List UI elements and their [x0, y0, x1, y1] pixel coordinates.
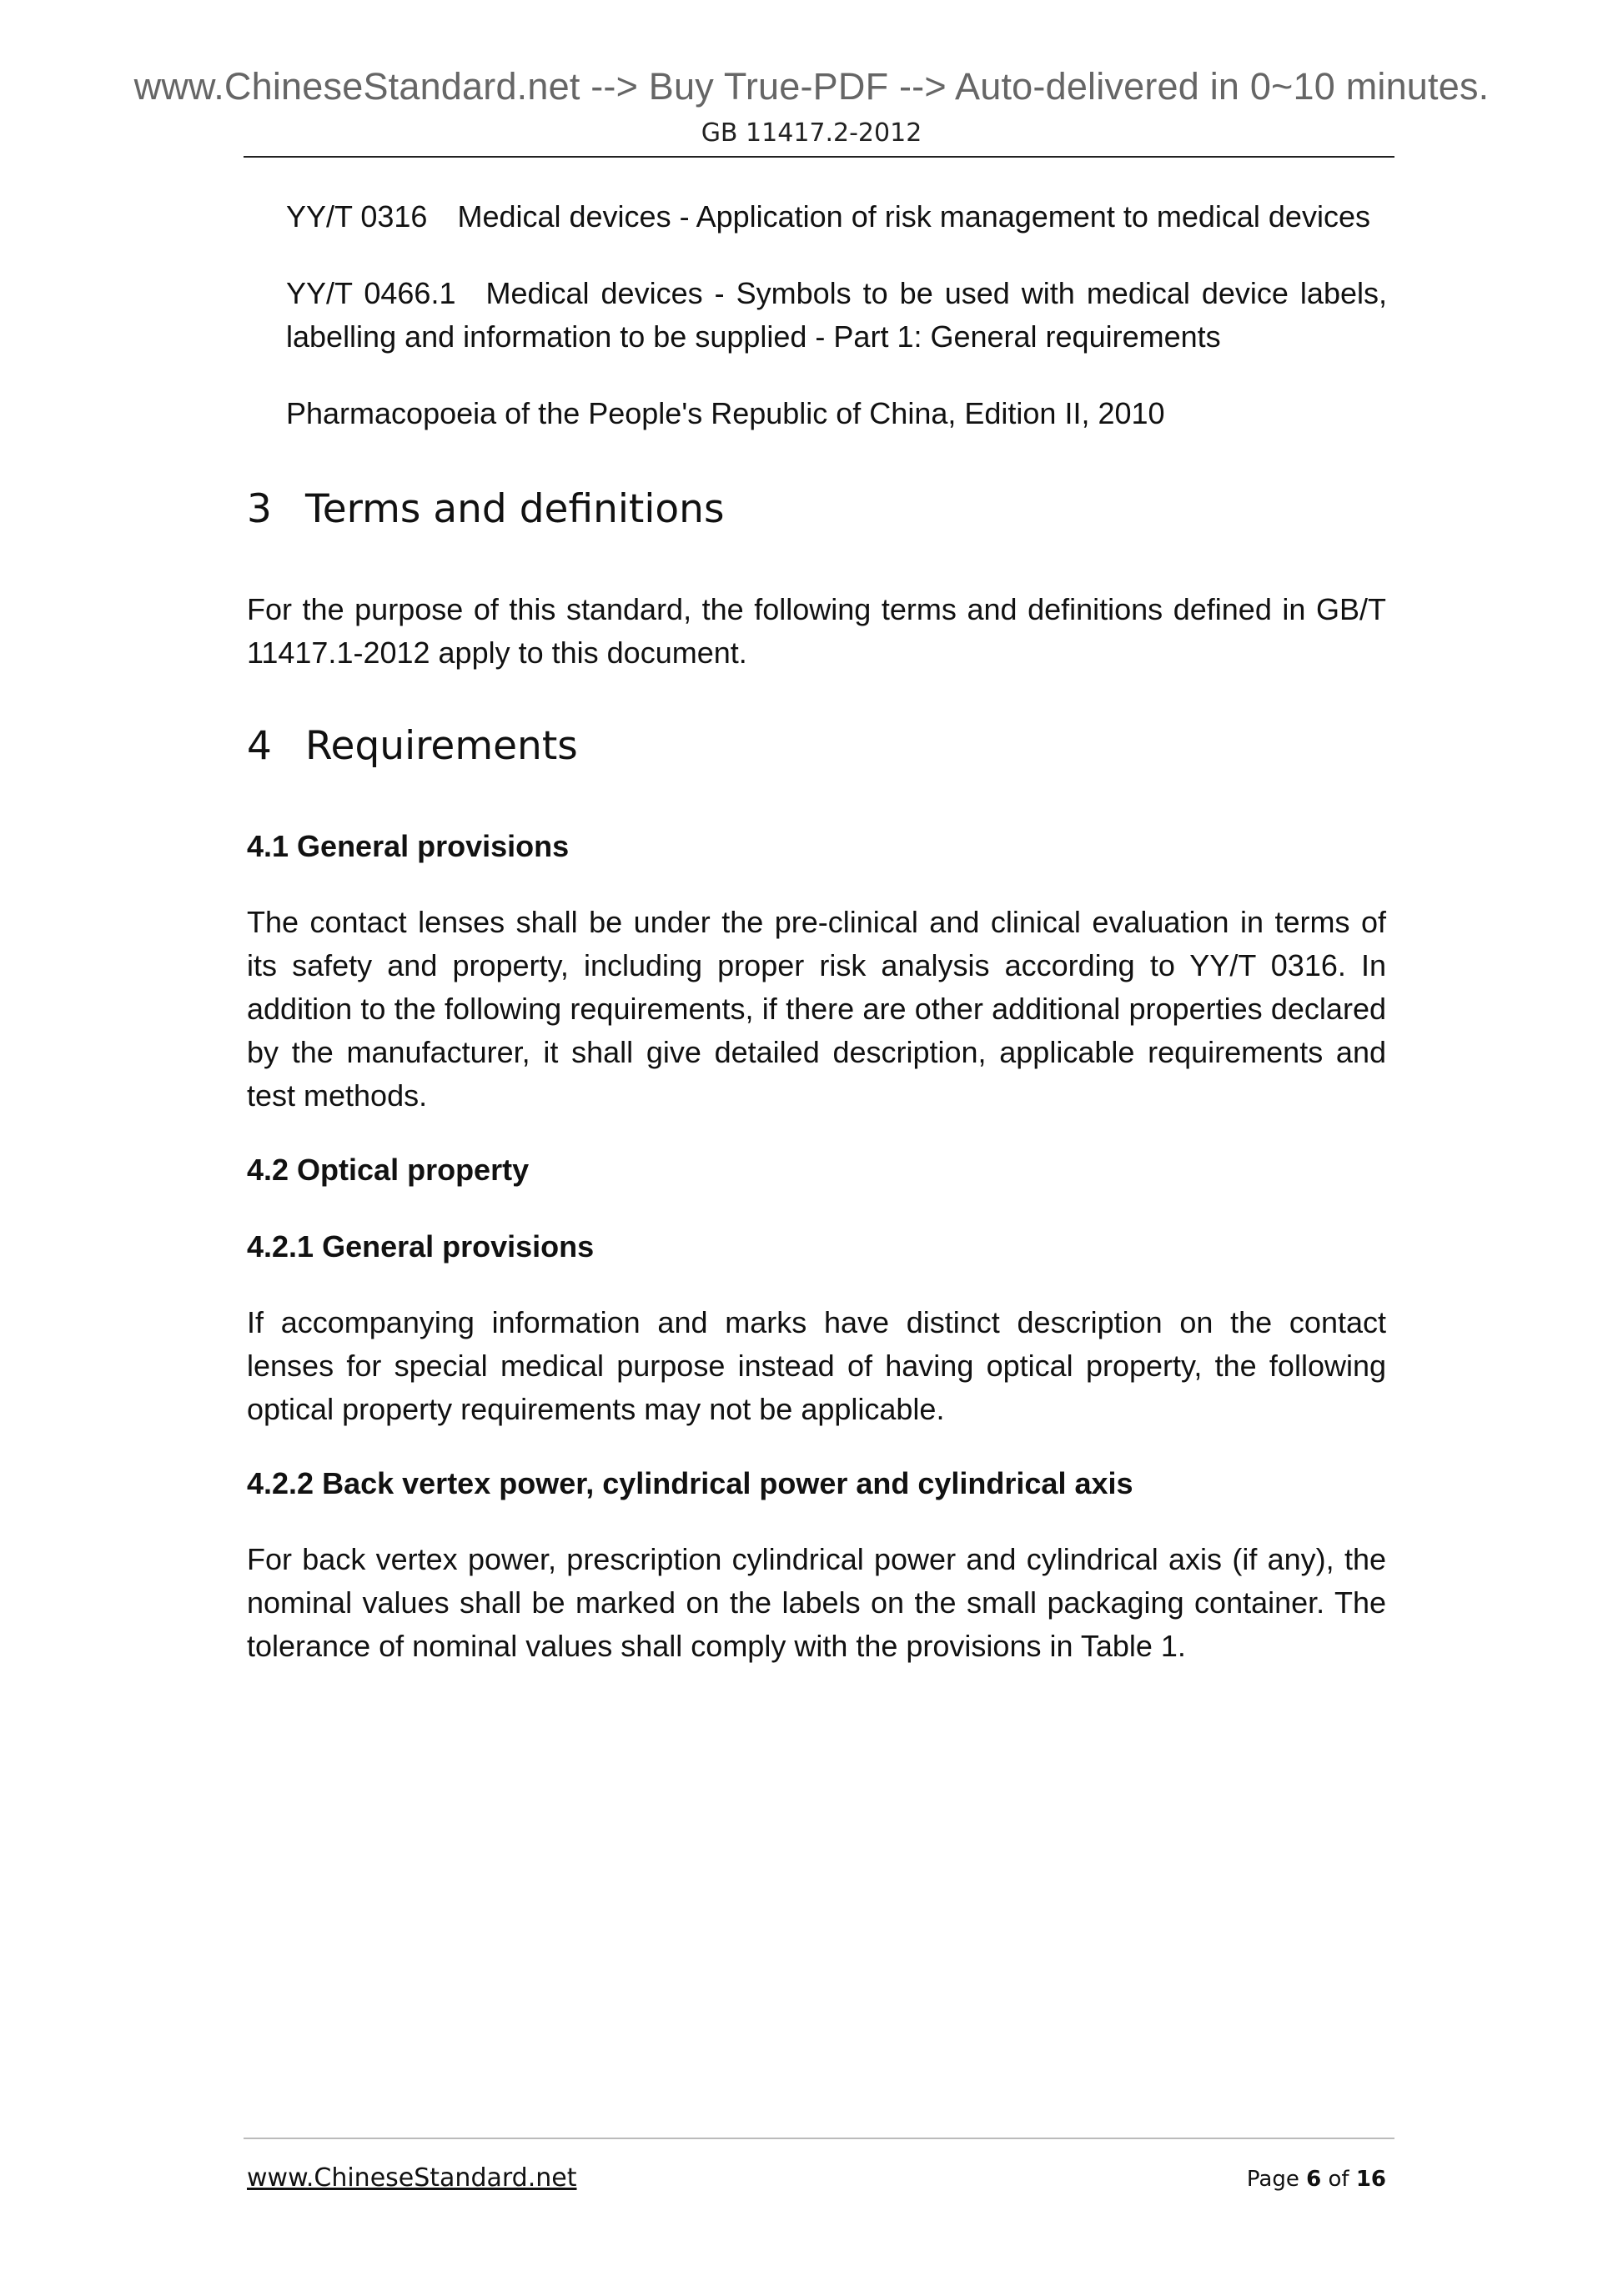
page-label: Page — [1246, 2167, 1299, 2192]
reference-title: Medical devices - Application of risk management to medical devices — [457, 199, 1370, 234]
paragraph: For back vertex power, prescription cylindrical power and cylindrical axis (if any), the nominal values shall be marked on the labels on the small packaging container. The tolerance of nominal values shall comply with the provisions in Table 1. — [247, 1542, 1386, 1663]
total-pages-number: 16 — [1355, 2167, 1386, 2192]
subsection-heading: 4.1 General provisions — [247, 829, 570, 863]
section-heading — [247, 723, 578, 769]
reference-item — [286, 392, 1387, 435]
reference-item — [286, 272, 1387, 359]
reference-code: YY/T 0316 — [286, 199, 428, 234]
section-number: 4 — [247, 723, 272, 769]
reference-item — [286, 195, 1387, 239]
paragraph: For the purpose of this standard, the following terms and definitions defined in GB/T 11417.1-2012 apply to this document. — [247, 592, 1386, 670]
document-code: GB 11417.2-2012 — [701, 118, 922, 148]
paragraph: The contact lenses shall be under the pre-clinical and clinical evaluation in terms of its safety and property, including proper risk analysis according to YY/T 0316. In addition to the following requirements, if there are other additional properties declared by the manufacturer, it shall give detailed description, applicable requirements and test methods. — [247, 905, 1386, 1113]
header-divider — [244, 156, 1394, 158]
footer-divider — [244, 2138, 1394, 2139]
watermark-banner[interactable]: www.ChineseStandard.net --> Buy True-PDF --> Auto-delivered in 0~10 minutes. — [133, 65, 1490, 108]
paragraph: If accompanying information and marks have distinct description on the contact lenses for special medical purpose instead of having optical property, the following optical property requirements may not be applicable. — [247, 1305, 1386, 1426]
reference-code: YY/T 0466.1 — [286, 276, 456, 310]
section-title: Requirements — [305, 723, 578, 769]
footer-website-link[interactable]: www.ChineseStandard.net — [247, 2163, 577, 2193]
section-heading — [247, 486, 724, 532]
subsection-heading: 4.2 Optical property — [247, 1153, 530, 1187]
page-indicator — [1247, 2167, 1386, 2192]
section-number: 3 — [247, 486, 272, 532]
section-title: Terms and definitions — [305, 486, 725, 532]
current-page-number: 6 — [1306, 2167, 1322, 2192]
subsection-heading: 4.2.1 General provisions — [247, 1229, 595, 1264]
reference-title: Pharmacopoeia of the People's Republic of China, Edition II, 2010 — [286, 396, 1165, 430]
reference-title: Medical devices - Symbols to be used with medical device labels, labelling and information to be supplied - Part 1: General requirements — [286, 276, 1387, 354]
subsection-heading: 4.2.2 Back vertex power, cylindrical power and cylindrical axis — [247, 1466, 1133, 1500]
of-label: of — [1328, 2167, 1349, 2192]
